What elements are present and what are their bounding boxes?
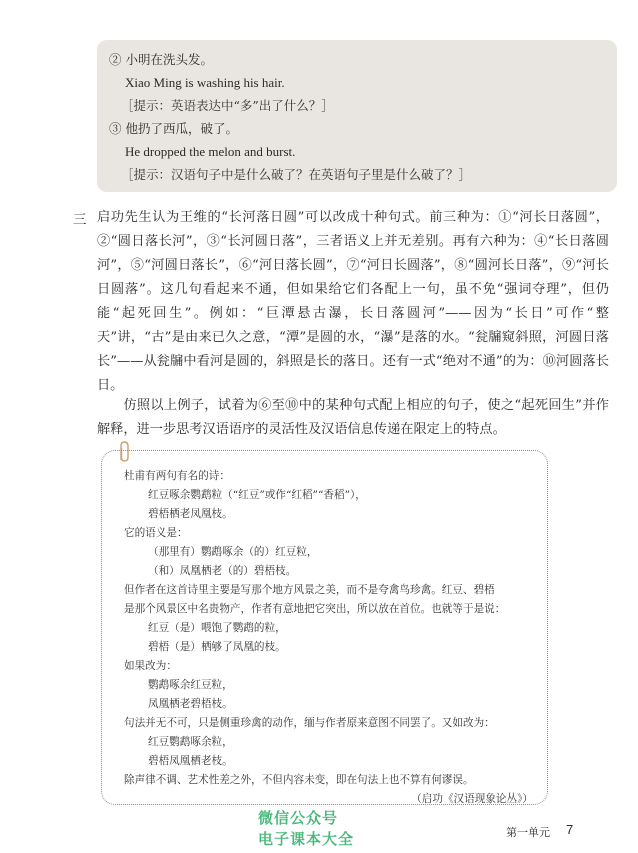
hint-line: He dropped the melon and burst.	[125, 144, 296, 159]
section-paragraph: 启功先生认为王维的“长河落日圆”可以改成十种句式。前三种为：①“河长日落圆”，②“圆日落长河”，③“长河圆日落”，三者语义上并无差别。再有六种为：④“长日落圆河”，⑤“河圆日落长”，⑥“河日落长圆”，⑦“河日长圆落”，⑧“圆河长日落”，⑨“河长日圆落”。这几句看起来不通，但如果给它们各配上一句，虽不免“强词夺理”，但仍能“起死回生”。例如：“巨潭悬古瀑，长日落圆河”——因为“长日”可作“整天”讲，“古”是由来已久之意，“潭”是圆的水，“瀑”是落的水。“瓮牖窥斜照，河圆日落长”——从瓮牖中看河是圆的，斜照是长的落日。还有一式“绝对不通”的为：⑩河圆落长日。	[97, 210, 609, 393]
quote-line: 它的语义是：	[124, 527, 188, 539]
hint-line: ② 小明在洗头发。	[109, 52, 213, 67]
quote-line: 红豆啄余鹦鹉粒（“红豆”或作“红稻”“香稻”），	[148, 489, 366, 501]
quote-line: 句法并无不可，只是侧重珍禽的动作，缅与作者原来意图不同罢了。又如改为：	[124, 717, 495, 729]
quote-line: 碧梧（是）栖够了凤凰的枝。	[148, 641, 286, 653]
quote-line: （那里有）鹦鹉啄余（的）红豆粒，	[148, 546, 318, 558]
quote-line: 如果改为：	[124, 660, 177, 672]
watermark-line: 微信公众号	[258, 809, 339, 827]
quote-line: 碧梧栖老凤凰枝。	[148, 508, 233, 520]
page-number: 7	[566, 822, 574, 837]
hint-line: ③ 他扔了西瓜，破了。	[109, 121, 238, 136]
quote-box	[101, 450, 548, 805]
quote-line: 杜甫有两句有名的诗：	[124, 470, 230, 482]
quote-line: 是那个风景区中名贵物产，作者有意地把它突出，所以放在首位。也就等于是说：	[124, 603, 506, 615]
quote-line: 凤凰栖老碧梧枝。	[148, 698, 233, 710]
quote-line: （和）凤凰栖老（的）碧梧枝。	[148, 565, 297, 577]
watermark-line: 电子课本大全	[258, 830, 355, 848]
quote-source: （启功《汉语现象论丛》）	[411, 793, 533, 805]
hint-line: ［提示：汉语句子中是什么破了？在英语句子里是什么破了？］	[121, 167, 472, 182]
footer-unit: 第一单元	[506, 826, 550, 839]
quote-line: 红豆（是）喂饱了鹦鹉的粒，	[148, 622, 286, 634]
hint-line: ［提示：英语表达中“多”出了什么？］	[121, 98, 334, 113]
exercise-paragraph: 仿照以上例子，试着为⑥至⑩中的某种句式配上相应的句子，使之“起死回生”并作解释，进一步思考汉语语序的灵活性及汉语信息传递在限定上的特点。	[97, 398, 609, 437]
section-number: 三	[73, 212, 87, 228]
quote-line: 碧梧凤凰栖老枝。	[148, 755, 233, 767]
quote-line: 鹦鹉啄余红豆粒，	[148, 679, 233, 691]
hint-box	[97, 40, 617, 192]
hint-line: Xiao Ming is washing his hair.	[125, 75, 285, 90]
quote-line: 但作者在这首诗里主要是写那个地方风景之美，而不是夸禽鸟珍禽。红豆、碧梧	[124, 584, 495, 596]
quote-line: 除声律不调、艺术性差之外，不但内容未变，即在句法上也不算有何谬误。	[124, 774, 474, 786]
quote-line: 红豆鹦鹉啄余粒，	[148, 736, 233, 748]
